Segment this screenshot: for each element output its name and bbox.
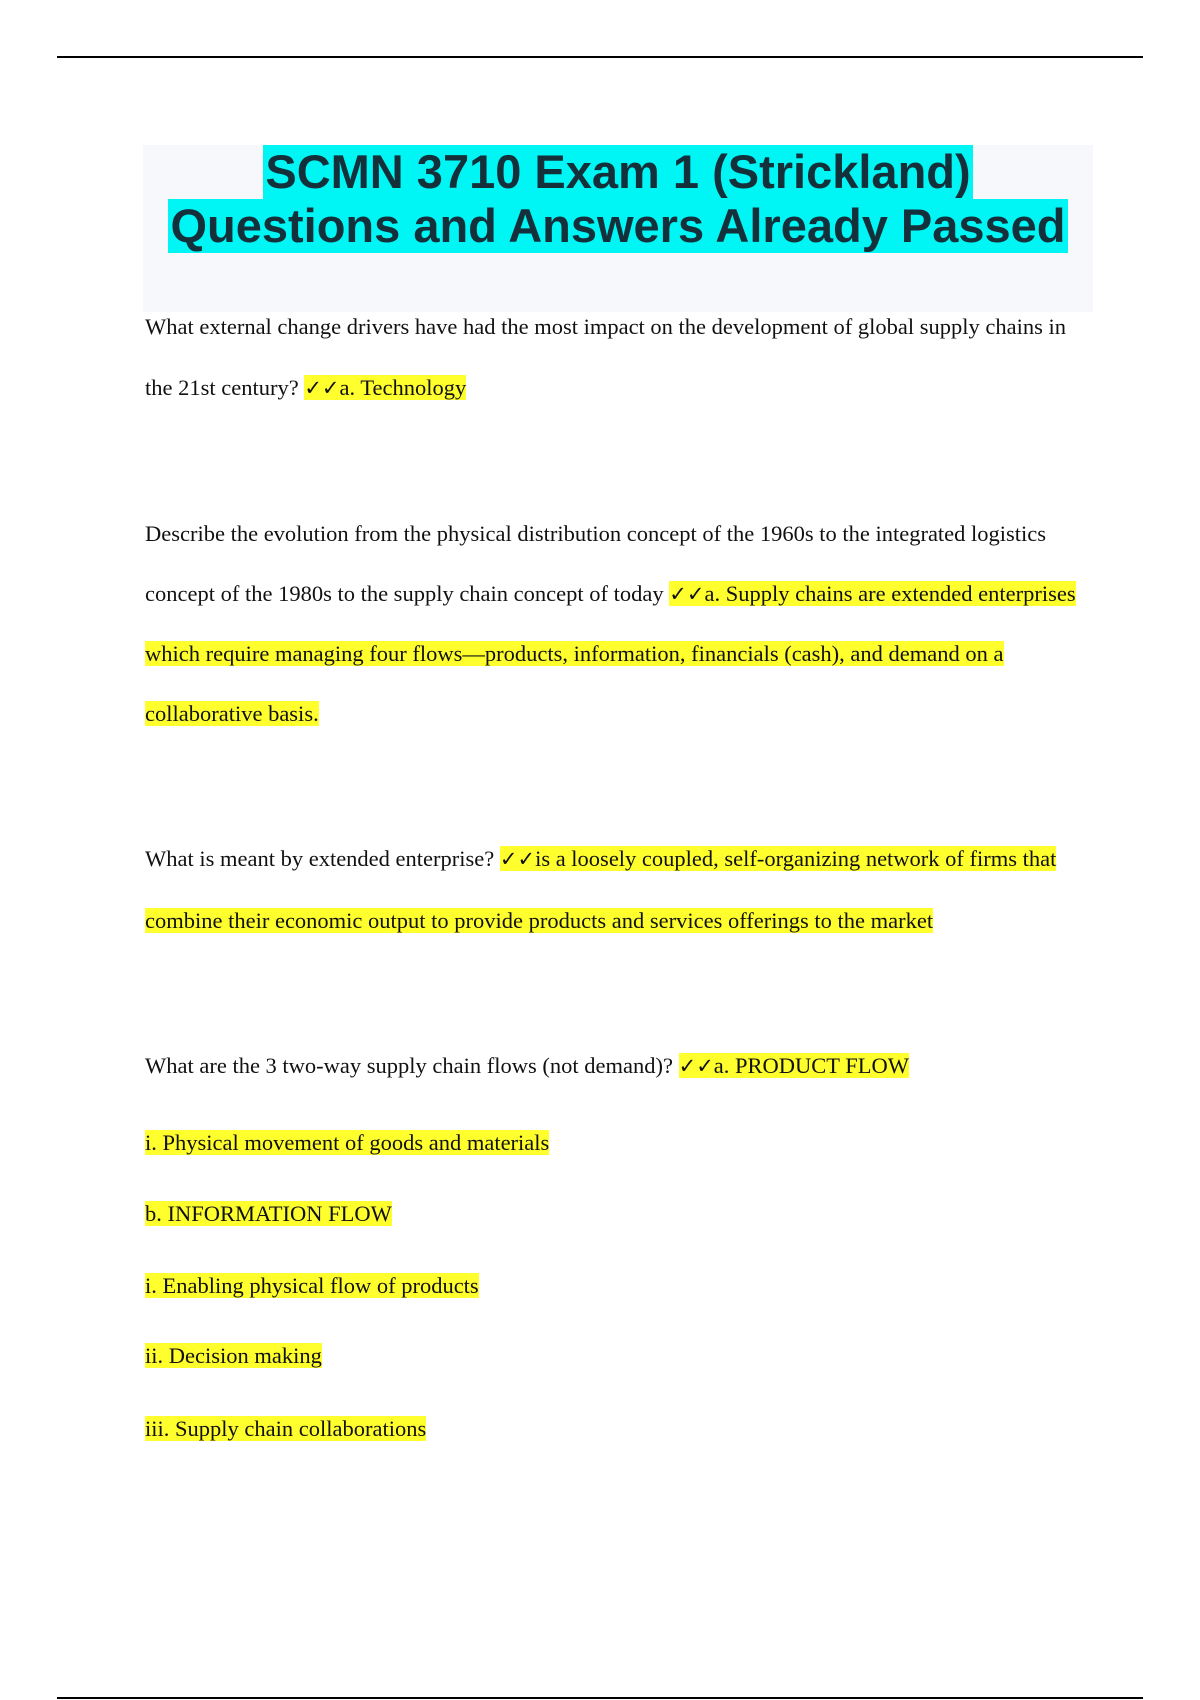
document-title xyxy=(143,145,1093,312)
question-text: Describe the evolution from the physical distribution concept of the 1960s to the integrated logistics concept of the 1980s to the supply chain concept of today xyxy=(145,521,1047,606)
question-text: What is meant by extended enterprise? xyxy=(145,846,495,871)
qa-item-4 xyxy=(145,1051,909,1081)
sub-item-text: iii. Supply chain collaborations xyxy=(145,1416,427,1441)
sub-item-5 xyxy=(145,1414,426,1444)
question-text: What are the 3 two-way supply chain flows (not demand)? xyxy=(145,1053,673,1078)
answer-text: a. PRODUCT FLOW xyxy=(713,1053,910,1078)
sub-item-text: i. Enabling physical flow of products xyxy=(145,1273,479,1298)
qa-item-2 xyxy=(145,504,1095,744)
qa-item-1 xyxy=(145,296,1095,419)
footer-rule xyxy=(57,1697,1143,1699)
sub-item-4 xyxy=(145,1341,322,1371)
double-check-icon: ✓✓ xyxy=(304,376,340,400)
sub-item-3 xyxy=(145,1271,479,1301)
double-check-icon: ✓✓ xyxy=(499,847,536,871)
title-line-1: SCMN 3710 Exam 1 (Strickland) xyxy=(265,145,971,198)
double-check-icon: ✓✓ xyxy=(678,1054,714,1078)
answer-text: is a loosely coupled, self-organizing network of firms that combine their economic output to provide products and services offerings to the market xyxy=(145,846,1057,933)
title-line-2: Questions and Answers Already Passed xyxy=(170,199,1066,252)
answer-text: a. Technology xyxy=(339,375,467,400)
question-text: What external change drivers have had the most impact on the development of global supply chains in the 21st century? xyxy=(145,314,1066,400)
double-check-icon: ✓✓ xyxy=(669,582,705,606)
qa-item-3 xyxy=(145,828,1095,951)
answer-highlight xyxy=(679,1053,909,1078)
answer-text: a. Supply chains are extended enterprises which require managing four flows—products, information, financials (cash), and demand on a collaborative basis. xyxy=(145,581,1076,726)
sub-item-1 xyxy=(145,1128,549,1158)
sub-item-text: i. Physical movement of goods and materials xyxy=(145,1130,550,1155)
sub-item-text: ii. Decision making xyxy=(145,1343,322,1368)
header-rule xyxy=(57,56,1143,58)
answer-highlight xyxy=(304,375,466,400)
sub-item-2 xyxy=(145,1199,392,1229)
sub-item-text: b. INFORMATION FLOW xyxy=(145,1201,392,1226)
